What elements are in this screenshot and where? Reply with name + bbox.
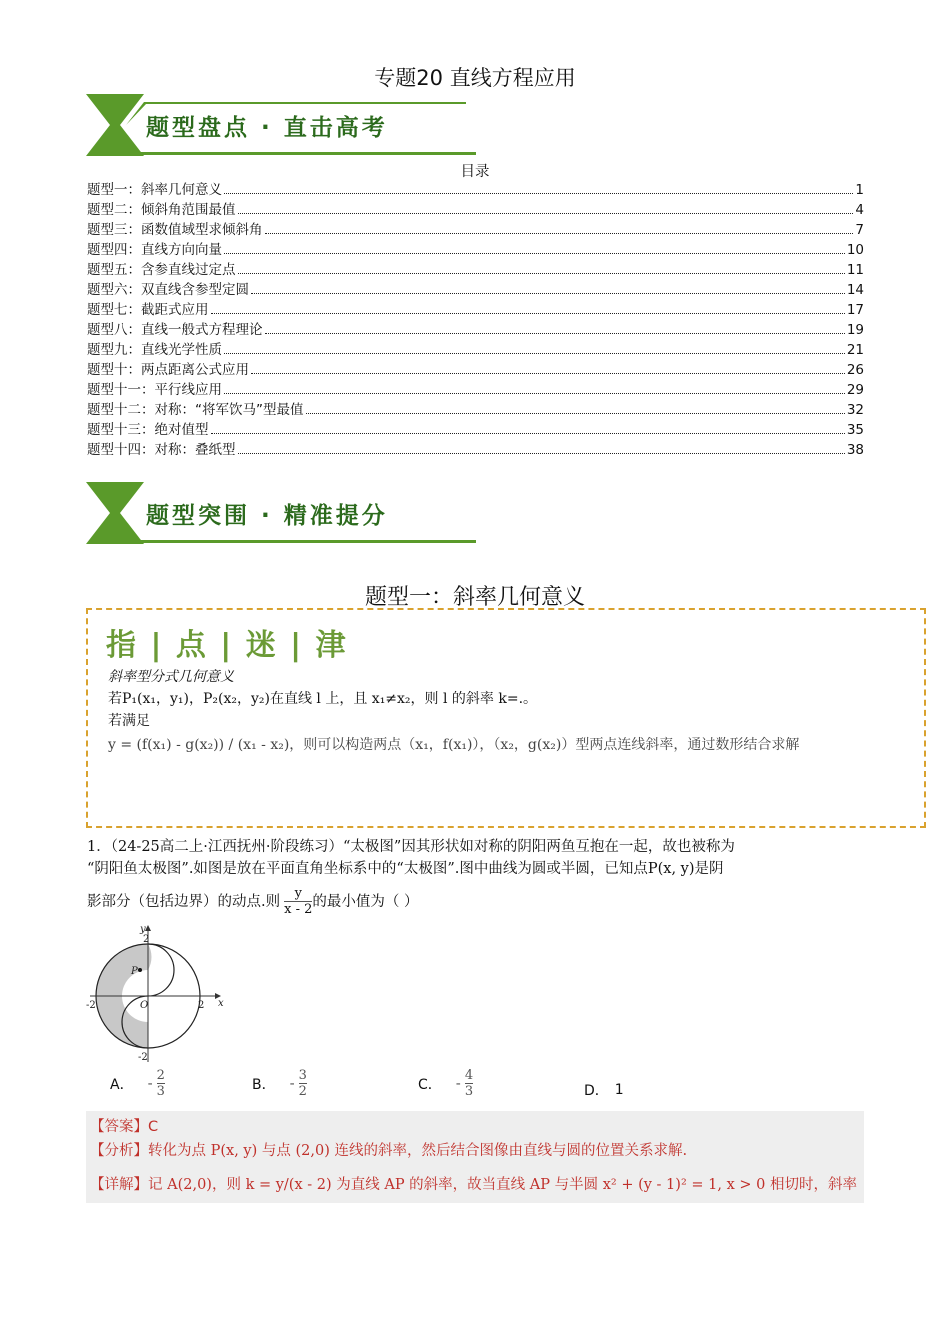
- toc-entry-page: 32: [846, 402, 864, 418]
- choice-letter: C．: [418, 1076, 442, 1093]
- toc-leader-dots: [224, 253, 845, 254]
- toc-entry[interactable]: [87, 400, 864, 420]
- choice-sign: -: [147, 1075, 153, 1092]
- toc-entry-label: 题型八：直线一般式方程理论: [87, 322, 263, 338]
- tips-box: [86, 608, 926, 828]
- question-source: （24-25高二上·江西抚州·阶段练习）: [110, 839, 344, 855]
- detail-text: 记 A(2,0)，则 k = y/(x - 2) 为直线 AP 的斜率，故当直线 AP 与半圆 x² + (y - 1)² = 1, x > 0 相切时，斜率: [148, 1177, 857, 1193]
- toc-entry[interactable]: [87, 340, 864, 360]
- toc-leader-dots: [238, 453, 845, 454]
- choice-letter: A．: [110, 1076, 134, 1093]
- tick-label: -2: [138, 1052, 148, 1063]
- answer-choices: [110, 1068, 860, 1108]
- toc-leader-dots: [224, 393, 845, 394]
- fraction-denominator: 3: [464, 1084, 474, 1099]
- toc-entry-page: 7: [855, 222, 864, 238]
- choice-value: 1: [614, 1082, 624, 1098]
- tips-line: 若满足: [108, 713, 150, 729]
- detail-line: [90, 1173, 857, 1194]
- point-p: [138, 968, 142, 972]
- toc-leader-dots: [224, 193, 853, 194]
- toc-entry-page: 4: [855, 202, 864, 218]
- fraction-denominator: 2: [298, 1084, 307, 1099]
- toc-leader-dots: [211, 433, 845, 434]
- toc-entry[interactable]: [87, 260, 864, 280]
- toc-entry[interactable]: [87, 360, 864, 380]
- toc-entry-label: 题型二：倾斜角范围最值: [87, 202, 236, 218]
- toc-entry-page: 10: [846, 242, 864, 258]
- toc-entry-page: 1: [855, 182, 864, 198]
- section-banner-practice: [86, 480, 486, 546]
- toc-entry-label: 题型十：两点距离公式应用: [87, 362, 249, 378]
- toc-entry-page: 11: [846, 262, 864, 278]
- toc-leader-dots: [306, 413, 845, 414]
- toc-leader-dots: [238, 213, 854, 214]
- toc-entry-label: 题型三：函数值域型求倾斜角: [87, 222, 263, 238]
- answer-tag: 【答案】: [90, 1119, 148, 1135]
- fraction-numerator: y: [294, 886, 302, 901]
- toc-leader-dots: [211, 313, 845, 314]
- toc-entry[interactable]: [87, 380, 864, 400]
- tips-heading: 指 | 点 | 迷 | 津: [106, 628, 348, 663]
- toc-entry-page: 35: [846, 422, 864, 438]
- toc-leader-dots: [238, 273, 845, 274]
- choice-fraction: [465, 1068, 473, 1099]
- toc-leader-dots: [265, 233, 854, 234]
- question-text: 影部分（包括边界）的动点.则: [87, 893, 281, 910]
- analysis-tag: 【分析】: [90, 1143, 148, 1159]
- toc-entry-label: 题型四：直线方向向量: [87, 242, 222, 258]
- toc-entry[interactable]: [87, 320, 864, 340]
- toc-entry-label: 题型九：直线光学性质: [87, 342, 222, 358]
- toc-entry-page: 38: [846, 442, 864, 458]
- tips-formula-text: ，则可以构造两点（x₁，f(x₁)），（x₂，g(x₂)）型两点连线斜率，通过数形结合求解: [289, 737, 800, 753]
- analysis-line: [90, 1139, 687, 1160]
- toc-entry-label: 题型十一：平行线应用: [87, 382, 222, 398]
- question-line: [87, 886, 862, 917]
- fraction-numerator: 3: [298, 1068, 307, 1083]
- toc-entry-page: 17: [846, 302, 864, 318]
- choice-fraction: [299, 1068, 307, 1099]
- toc-entry-page: 14: [846, 282, 864, 298]
- answer-box: [86, 1111, 864, 1203]
- toc-leader-dots: [251, 293, 845, 294]
- fraction-denominator: x - 2: [284, 902, 313, 917]
- banner-title: 题型盘点 · 直击高考: [146, 115, 388, 141]
- tips-line: 若P₁(x₁，y₁)，P₂(x₂，y₂)在直线 l 上，且 x₁≠x₂，则 l 的斜率 k=.。: [108, 691, 538, 707]
- fraction-numerator: 2: [156, 1068, 165, 1083]
- question-text: “太极图”因其形状如对称的阴阳两鱼互抱在一起，故也被称为: [343, 839, 735, 855]
- choice-b[interactable]: [252, 1068, 307, 1099]
- analysis-text: 转化为点 P(x, y) 与点 (2,0) 连线的斜率，然后结合图像由直线与圆的位置关系求解.: [148, 1143, 688, 1159]
- toc-entry[interactable]: [87, 280, 864, 300]
- taiji-figure: [86, 922, 226, 1067]
- choice-d[interactable]: [584, 1080, 624, 1100]
- toc-heading: 目录: [460, 164, 490, 180]
- tick-label: -2: [86, 1000, 96, 1011]
- detail-tag: 【详解】: [90, 1177, 148, 1193]
- toc-leader-dots: [251, 373, 845, 374]
- question-text: 的最小值为（ ）: [312, 893, 419, 910]
- toc-entry-label: 题型七：截距式应用: [87, 302, 209, 318]
- choice-sign: -: [455, 1075, 461, 1092]
- table-of-contents: [87, 180, 864, 460]
- tips-formula-line: [108, 734, 799, 754]
- choice-letter: B．: [252, 1076, 276, 1093]
- choice-a[interactable]: [110, 1068, 165, 1099]
- fraction-numerator: 4: [464, 1068, 474, 1083]
- toc-entry-page: 21: [846, 342, 864, 358]
- section-heading: 题型一：斜率几何意义: [364, 585, 585, 610]
- toc-entry-page: 26: [846, 362, 864, 378]
- point-label: P: [131, 966, 138, 977]
- choice-fraction: [157, 1068, 165, 1099]
- choice-letter: D．: [584, 1083, 609, 1099]
- question-number: 1．: [87, 839, 111, 855]
- banner-title: 题型突围 · 精准提分: [146, 503, 388, 529]
- toc-entry-label: 题型五：含参直线过定点: [87, 262, 236, 278]
- section-banner-overview: [86, 92, 486, 158]
- toc-entry[interactable]: [87, 220, 864, 240]
- question-fraction: [284, 886, 312, 917]
- toc-entry[interactable]: [87, 200, 864, 220]
- toc-entry-label: 题型十四：对称：叠纸型: [87, 442, 236, 458]
- toc-entry-label: 题型十二：对称：“将军饮马”型最值: [87, 402, 304, 418]
- toc-entry[interactable]: [87, 440, 864, 460]
- choice-c[interactable]: [418, 1068, 473, 1099]
- answer-value: C: [148, 1119, 159, 1135]
- origin-label: O: [140, 1000, 149, 1011]
- document-title: 专题20 直线方程应用: [374, 66, 576, 90]
- axis-label-y: y: [140, 924, 146, 935]
- question-line: [87, 836, 862, 858]
- choice-sign: -: [289, 1075, 295, 1092]
- fraction-denominator: 3: [156, 1084, 165, 1099]
- toc-leader-dots: [224, 353, 845, 354]
- toc-entry-label: 题型十三：绝对值型: [87, 422, 209, 438]
- toc-entry[interactable]: [87, 300, 864, 320]
- toc-entry-label: 题型六：双直线含参型定圆: [87, 282, 249, 298]
- tick-label: 2: [143, 934, 150, 945]
- answer-line: [90, 1115, 158, 1136]
- question-line: “阴阳鱼太极图”.如图是放在平面直角坐标系中的“太极图”.图中曲线为圆或半圆，已知点P(x, y)是阴: [87, 861, 724, 877]
- tick-label: 2: [198, 1000, 205, 1011]
- axis-label-x: x: [218, 998, 224, 1009]
- toc-entry[interactable]: [87, 420, 864, 440]
- toc-leader-dots: [265, 333, 845, 334]
- toc-entry-page: 19: [846, 322, 864, 338]
- tips-formula: y = (f(x₁) - g(x₂)) / (x₁ - x₂): [108, 737, 290, 753]
- toc-entry[interactable]: [87, 180, 864, 200]
- tips-line: 斜率型分式几何意义: [108, 669, 234, 685]
- toc-entry[interactable]: [87, 240, 864, 260]
- toc-entry-label: 题型一：斜率几何意义: [87, 182, 222, 198]
- toc-entry-page: 29: [846, 382, 864, 398]
